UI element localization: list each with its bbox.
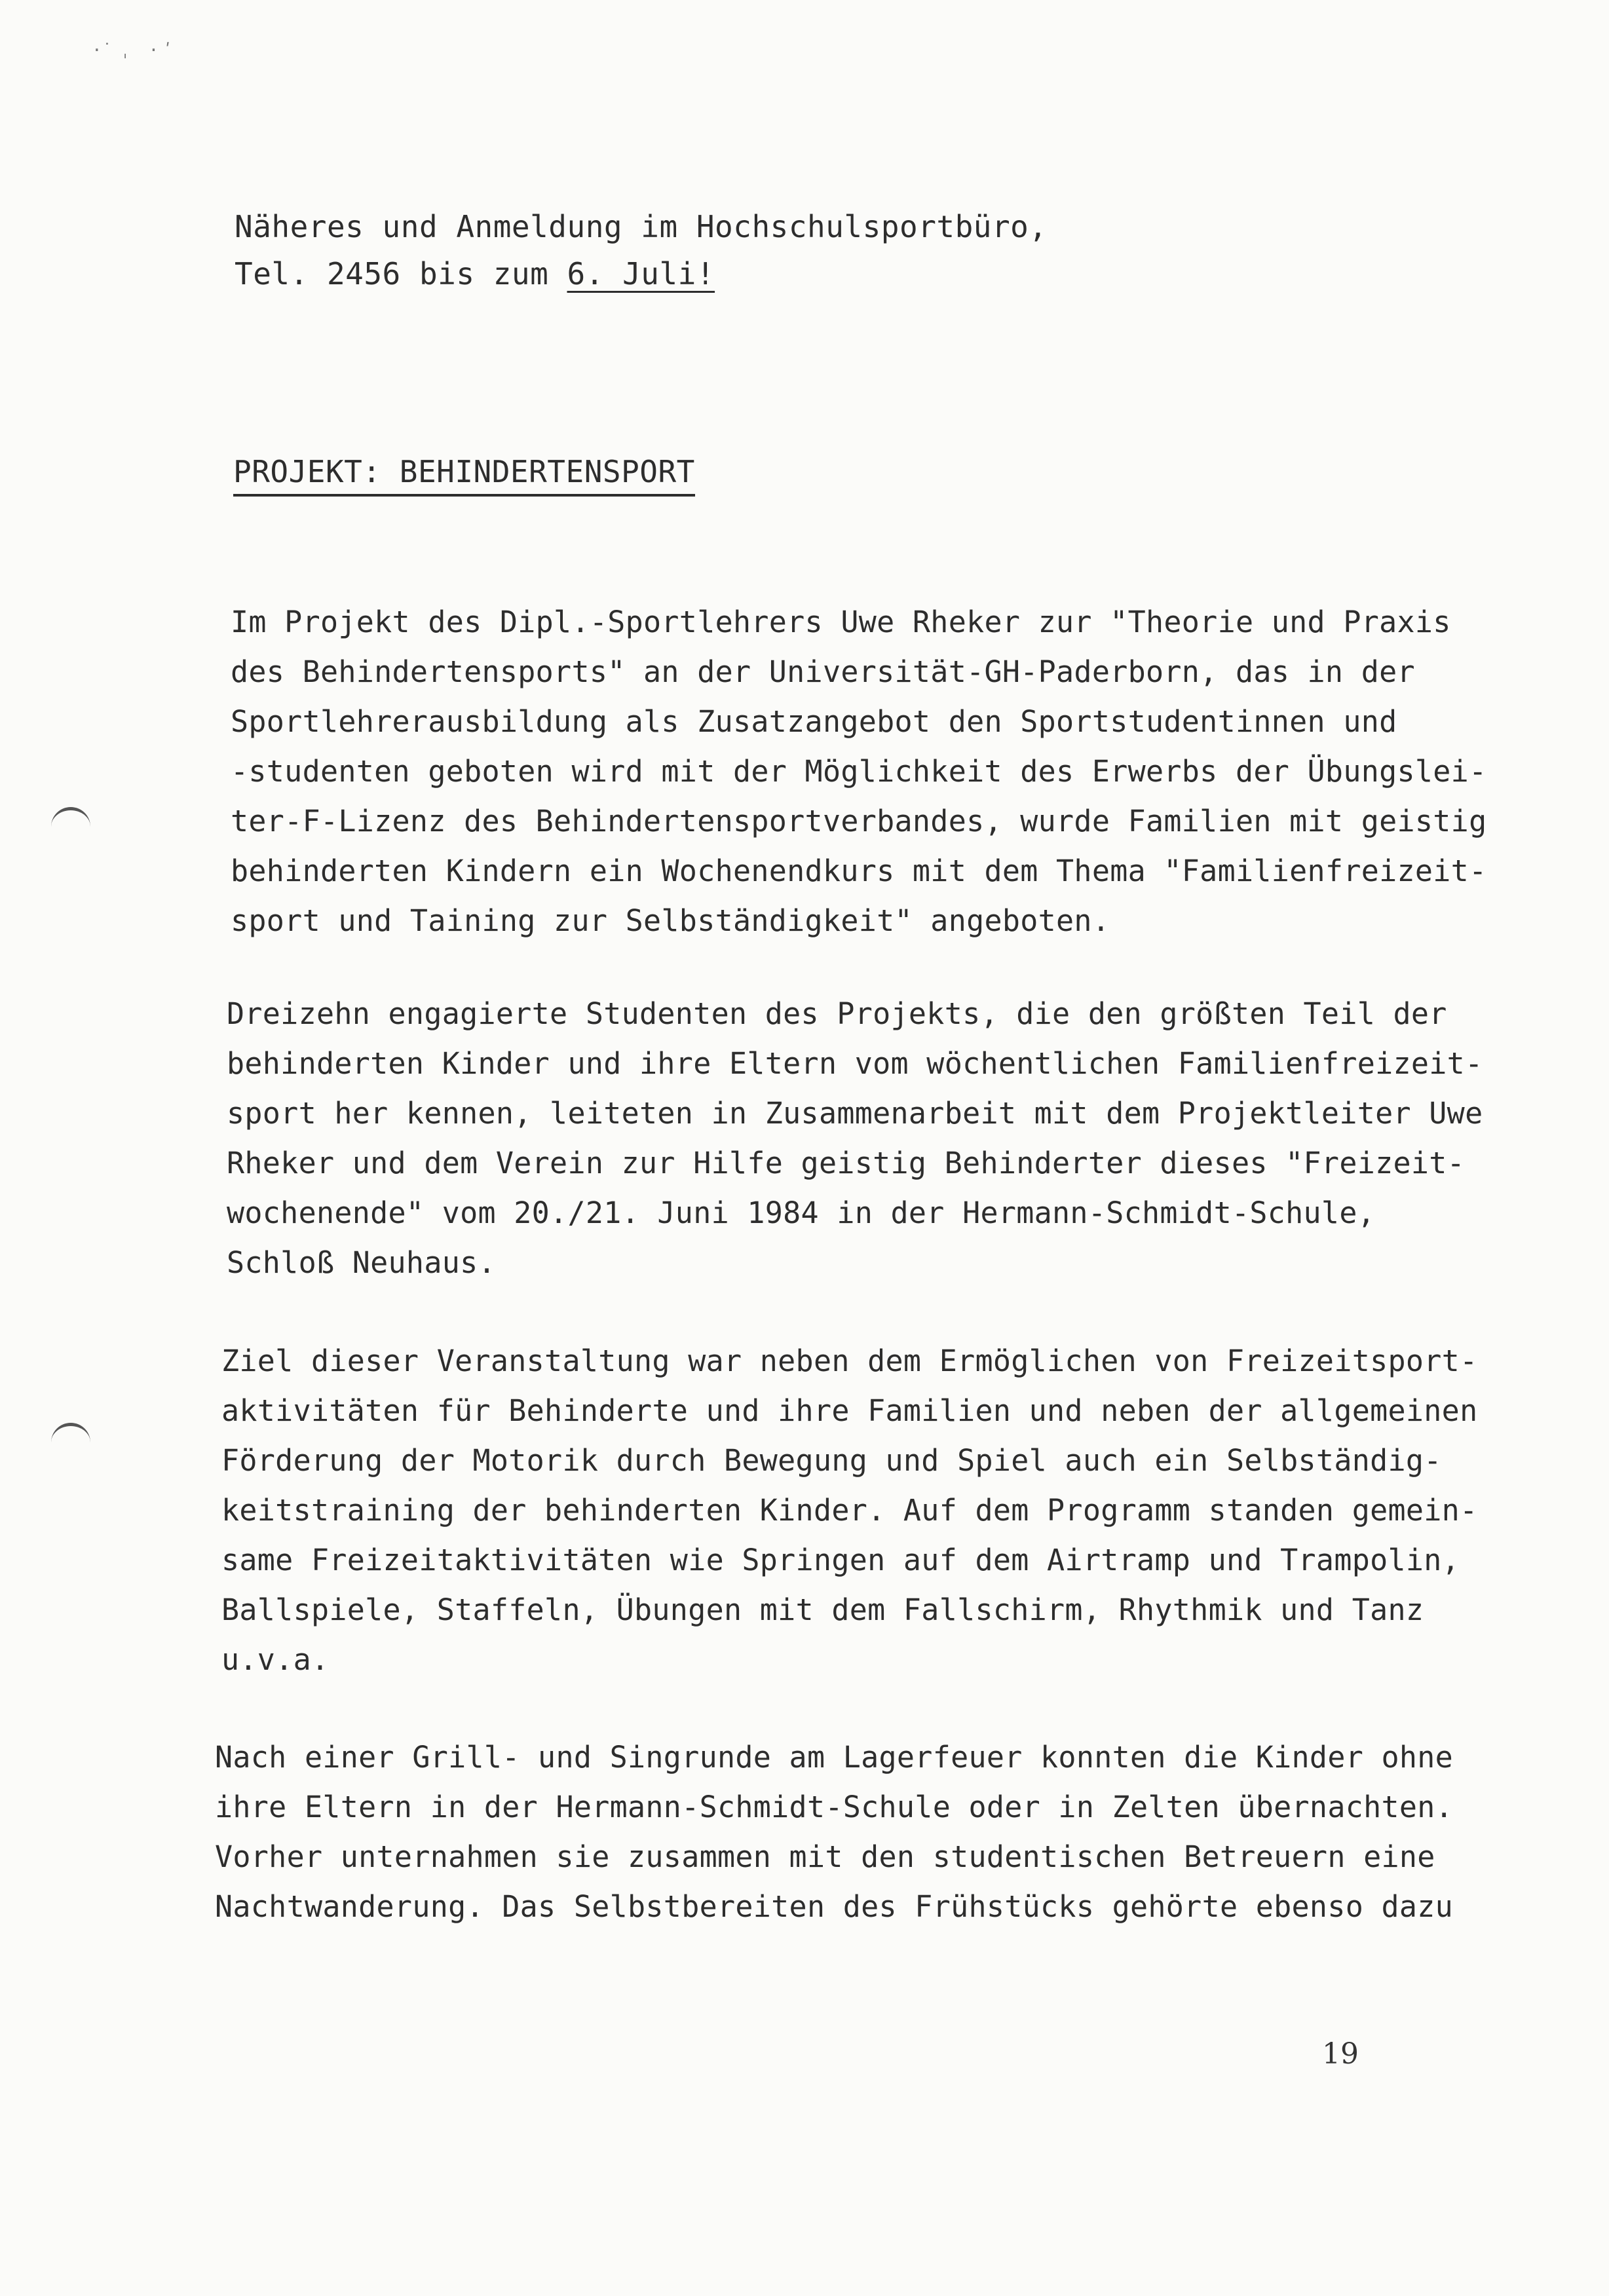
intro-line-1: Näheres und Anmeldung im Hochschulsportbüro,: [235, 209, 1048, 244]
paragraph-1: [231, 597, 1487, 946]
paragraph-line: ter-F-Lizenz des Behindertensportverbandes, wurde Familien mit geistig: [231, 804, 1487, 838]
paragraph-line: Rheker und dem Verein zur Hilfe geistig Behinderter dieses "Freizeit-: [227, 1146, 1466, 1180]
paragraph-line: same Freizeitaktivitäten wie Springen auf dem Airtramp und Trampolin,: [221, 1543, 1460, 1577]
intro-line-2: [235, 250, 1414, 297]
paragraph-line: behinderten Kinder und ihre Eltern vom wöchentlichen Familienfreizeit-: [227, 1046, 1483, 1081]
paragraph-line: u.v.a.: [221, 1642, 330, 1677]
intro-notice: [235, 203, 1414, 297]
paragraph-3: [221, 1336, 1478, 1685]
paragraph-line: keitstraining der behinderten Kinder. Auf dem Programm standen gemein-: [221, 1493, 1478, 1528]
paragraph-2: [227, 989, 1483, 1288]
page-number: 19: [1322, 2037, 1359, 2071]
punch-hole-mark-top: [51, 807, 90, 830]
paragraph-line: Ziel dieser Veranstaltung war neben dem Ermöglichen von Freizeitsport-: [221, 1344, 1478, 1378]
paragraph-line: sport her kennen, leiteten in Zusammenarbeit mit dem Projektleiter Uwe: [227, 1096, 1483, 1131]
paragraph-line: Dreizehn engagierte Studenten des Projekts, die den größten Teil der: [227, 996, 1447, 1031]
paragraph-line: sport und Taining zur Selbständigkeit" angeboten.: [231, 903, 1110, 938]
paragraph-line: behinderten Kindern ein Wochenendkurs mit dem Thema "Familienfreizeit-: [231, 854, 1487, 888]
paragraph-line: Nachtwanderung. Das Selbstbereiten des Frühstücks gehörte ebenso dazu: [215, 1889, 1454, 1924]
intro-deadline-date: 6. Juli!: [567, 256, 715, 292]
paragraph-line: -studenten geboten wird mit der Möglichkeit des Erwerbs der Übungslei-: [231, 754, 1487, 789]
paragraph-4: [215, 1733, 1454, 1932]
scan-specks: ·̇ ˌ ·ʹ: [92, 41, 177, 60]
paragraph-line: des Behindertensports" an der Universität-GH-Paderborn, das in der: [231, 654, 1415, 689]
paragraph-line: Schloß Neuhaus.: [227, 1245, 496, 1280]
paragraph-line: Sportlehrerausbildung als Zusatzangebot den Sportstudentinnen und: [231, 704, 1397, 739]
intro-phone: Tel. 2456 bis zum: [235, 256, 567, 292]
paragraph-line: Im Projekt des Dipl.-Sportlehrers Uwe Rheker zur "Theorie und Praxis: [231, 605, 1451, 639]
paragraph-line: ihre Eltern in der Hermann-Schmidt-Schule oder in Zelten übernachten.: [215, 1790, 1454, 1824]
paragraph-line: wochenende" vom 20./21. Juni 1984 in der Hermann-Schmidt-Schule,: [227, 1195, 1376, 1230]
paragraph-line: Nach einer Grill- und Singrunde am Lagerfeuer konnten die Kinder ohne: [215, 1740, 1454, 1775]
paragraph-line: Ballspiele, Staffeln, Übungen mit dem Fallschirm, Rhythmik und Tanz: [221, 1592, 1424, 1627]
punch-hole-mark-bottom: [51, 1423, 90, 1446]
paragraph-line: Förderung der Motorik durch Bewegung und Spiel auch ein Selbständig-: [221, 1443, 1442, 1478]
paragraph-line: Vorher unternahmen sie zusammen mit den studentischen Betreuern eine: [215, 1839, 1435, 1874]
paragraph-line: aktivitäten für Behinderte und ihre Familien und neben der allgemeinen: [221, 1393, 1478, 1428]
section-heading: PROJEKT: BEHINDERTENSPORT: [233, 452, 695, 497]
